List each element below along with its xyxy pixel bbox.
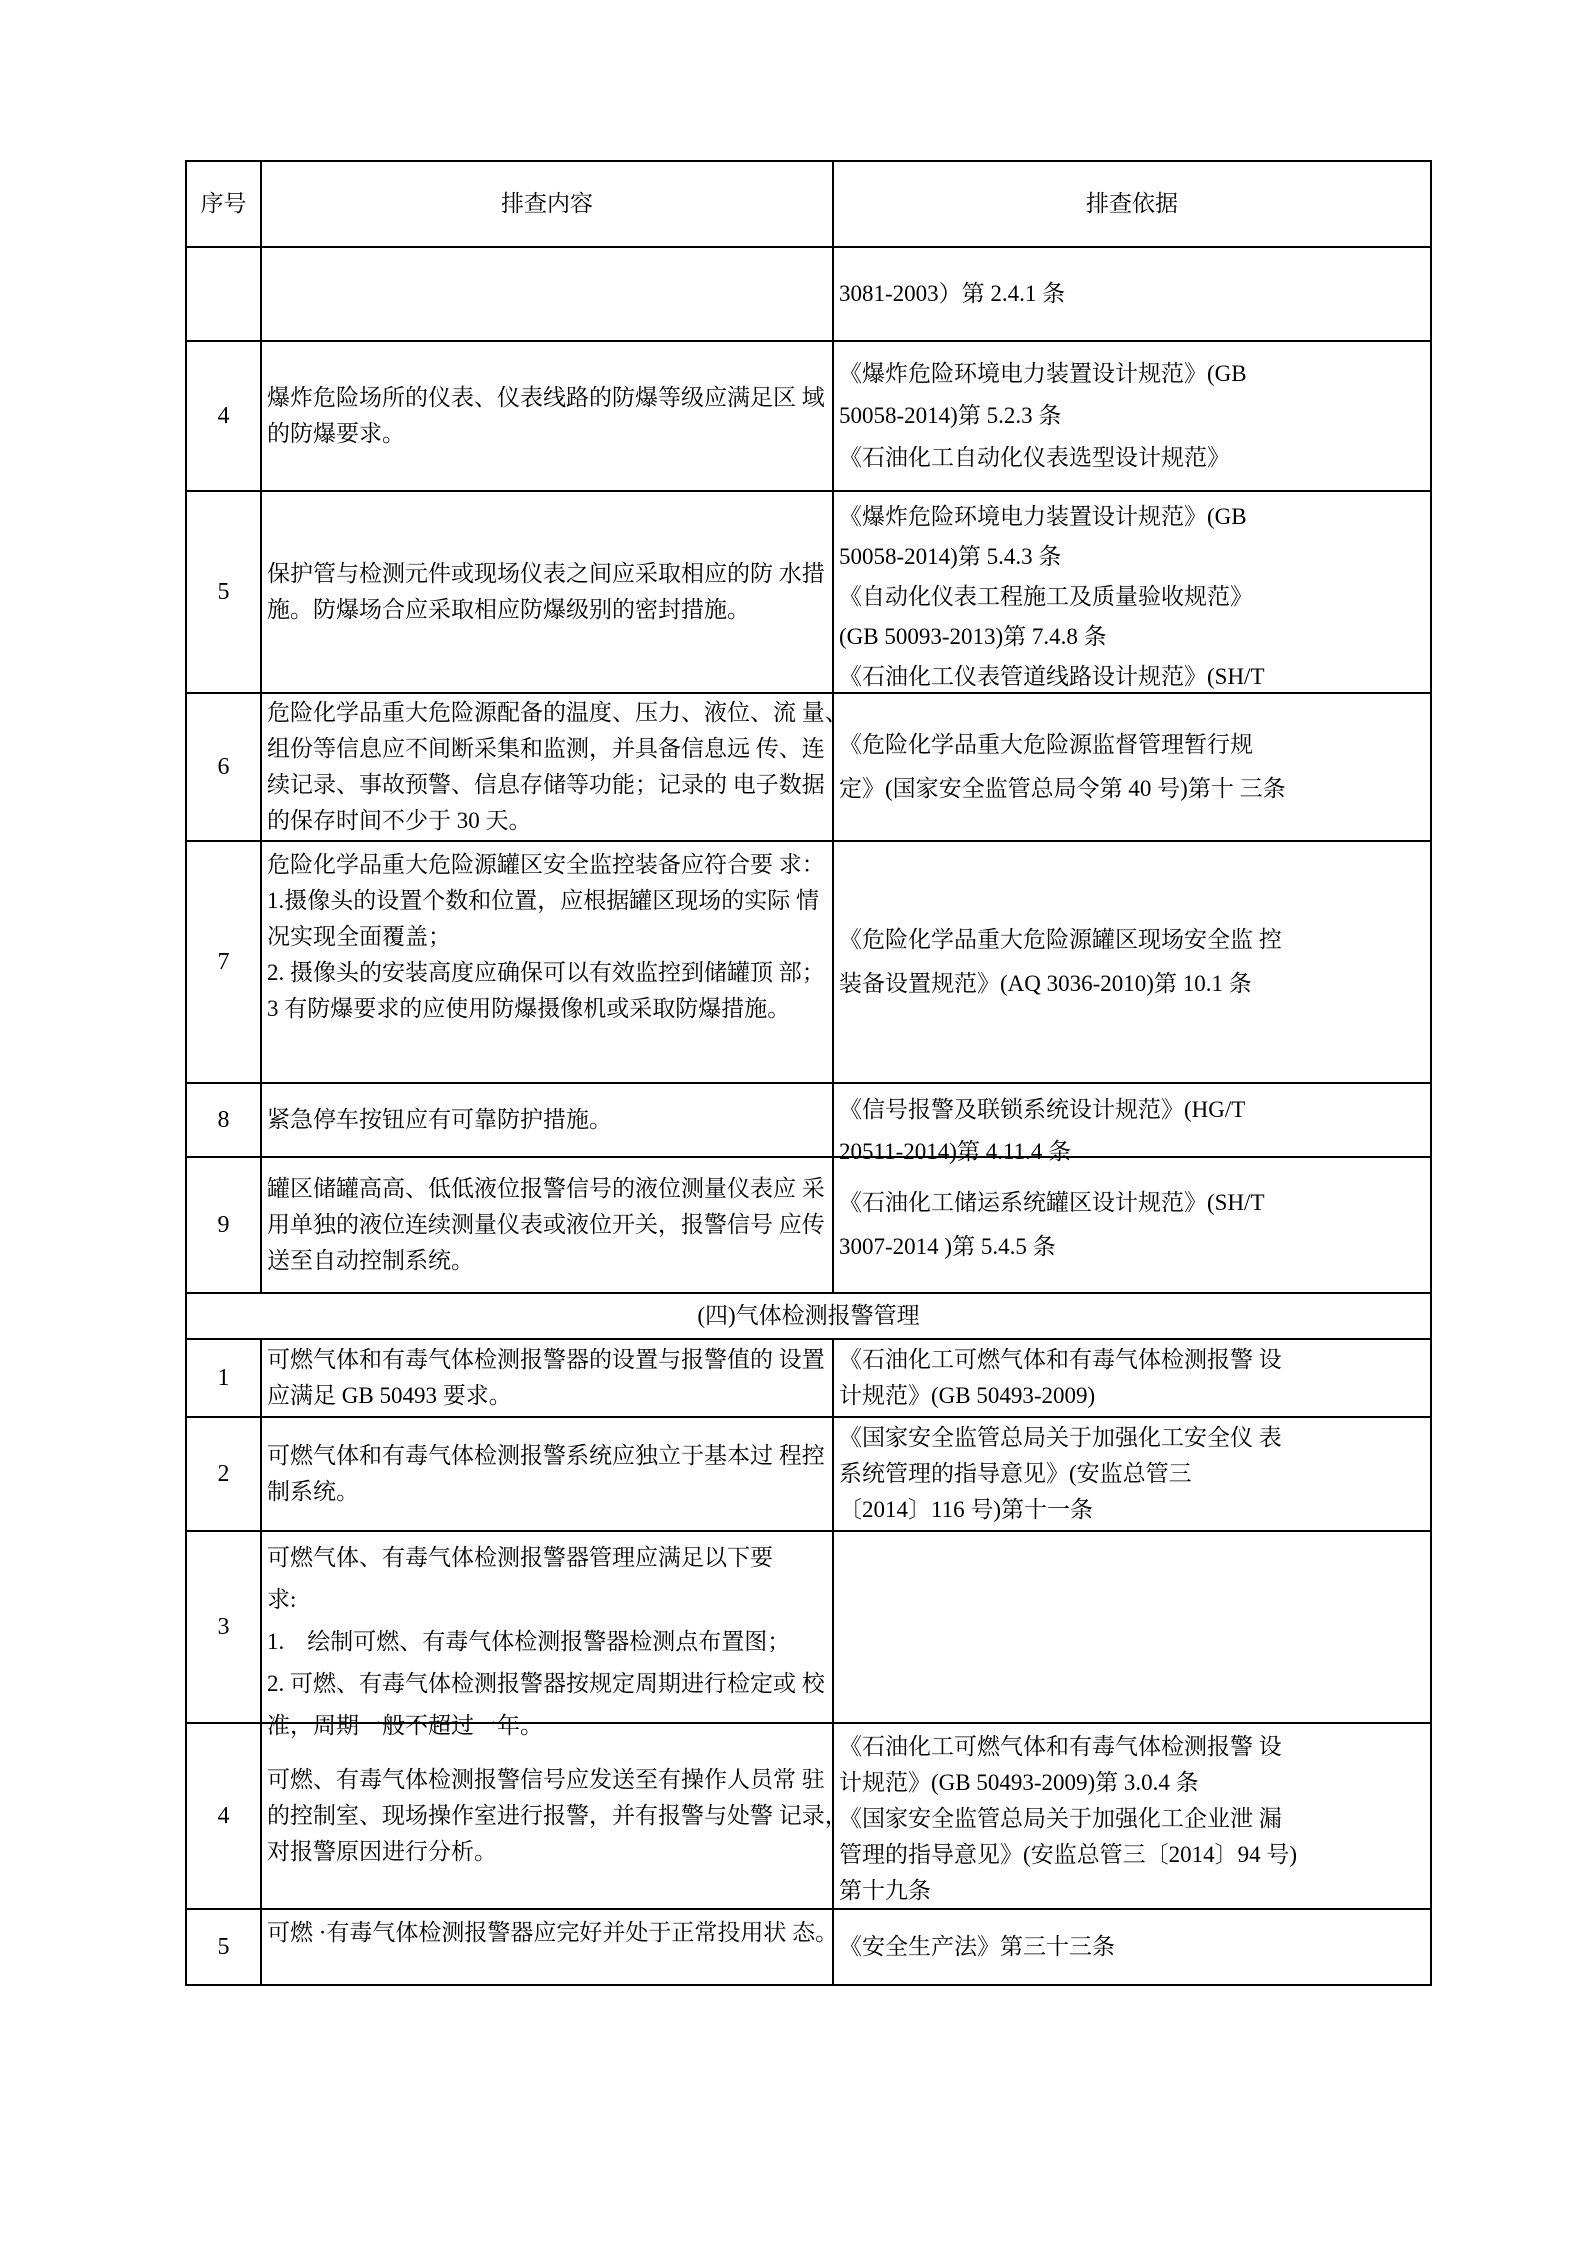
row-number-cell xyxy=(186,693,261,841)
text-line: 《国家安全监管总局关于加强化工安全仪 表 xyxy=(839,1425,1282,1450)
text-line: 组份等信息应不间断采集和监测，并具备信息远 传、连 xyxy=(267,736,825,761)
section-header-row xyxy=(186,1293,1431,1339)
row-number: 7 xyxy=(217,949,230,975)
content-cell xyxy=(261,1339,833,1417)
text-line: 《危险化学品重大危险源罐区现场安全监 控 xyxy=(839,927,1282,952)
text-line: 爆炸危险场所的仪表、仪表线路的防爆等级应满足区 域 xyxy=(267,385,825,410)
content-cell xyxy=(261,1909,839,1985)
text-line: 可燃气体和有毒气体检测报警系统应独立于基本过 程控 xyxy=(267,1443,825,1468)
text-line: 《石油化工仪表管道线路设计规范》(SH/T xyxy=(839,664,1265,689)
text-line: 《安全生产法》第三十三条 xyxy=(839,1934,1115,1959)
text-line: 危险化学品重大危险源罐区安全监控装备应符合要 求： xyxy=(267,852,825,877)
text-line: (GB 50093-2013)第 7.4.8 条 xyxy=(839,624,1107,649)
text-line: 危险化学品重大危险源配备的温度、压力、液位、流 量、 xyxy=(267,700,848,725)
row-number-cell xyxy=(186,341,261,491)
basis-cell xyxy=(833,491,1431,693)
text-line: 可燃 ·有毒气体检测报警器应完好并处于正常投用状 态。 xyxy=(267,1920,839,1945)
row-number: 1 xyxy=(217,1365,230,1391)
row-number-cell xyxy=(186,1531,261,1723)
table-header-row xyxy=(186,161,1431,247)
text-line: 〔2014〕116 号)第十一条 xyxy=(839,1497,1094,1522)
basis-cell xyxy=(833,247,1431,341)
row-number: 6 xyxy=(217,754,230,780)
text-line: 的控制室、现场操作室进行报警，并有报警与处警 记录， xyxy=(267,1803,848,1828)
text-line: 系统管理的指导意见》(安监总管三 xyxy=(839,1461,1192,1486)
text-line: 罐区储罐高高、低低液位报警信号的液位测量仪表应 采 xyxy=(267,1176,825,1201)
row-number: 9 xyxy=(217,1212,230,1238)
content-cell xyxy=(261,341,833,491)
basis-cell xyxy=(833,1417,1431,1531)
table-row xyxy=(186,341,1431,491)
basis-cell xyxy=(833,1723,1431,1909)
content-cell xyxy=(261,247,833,341)
row-number-cell xyxy=(186,841,261,1083)
content-cell xyxy=(261,491,833,693)
header-label-content: 排查内容 xyxy=(501,191,593,216)
header-cell-content xyxy=(261,161,833,247)
text-line: 定》(国家安全监管总局令第 40 号)第十 三条 xyxy=(839,776,1286,801)
basis-cell xyxy=(833,841,1431,1083)
basis-cell xyxy=(833,1083,1431,1164)
table-row xyxy=(186,1157,1431,1293)
text-line: 20511-2014)第 4.11.4 条 xyxy=(839,1139,1072,1164)
text-line: 用单独的液位连续测量仪表或液位开关，报警信号 应传 xyxy=(267,1212,825,1237)
basis-cell xyxy=(833,693,1431,841)
text-line: 《石油化工可燃气体和有毒气体检测报警 设 xyxy=(839,1347,1282,1372)
text-line: 《爆炸危险环境电力装置设计规范》(GB xyxy=(839,361,1247,386)
text-line: 准，周期一般不超过一年。 xyxy=(267,1713,543,1738)
text-line: 3081-2003）第 2.4.1 条 xyxy=(839,281,1066,306)
text-line: 《危险化学品重大危险源监督管理暂行规 xyxy=(839,732,1253,757)
row-number: 5 xyxy=(217,579,230,605)
row-number-cell xyxy=(186,1723,261,1909)
text-line: 1. 绘制可燃、有毒气体检测报警器检测点布置图； xyxy=(267,1629,791,1654)
table-body xyxy=(186,247,1431,1985)
text-line: 送至自动控制系统。 xyxy=(267,1248,474,1273)
content-cell xyxy=(261,693,848,841)
text-line: 50058-2014)第 5.2.3 条 xyxy=(839,403,1062,428)
section-header-label: (四)气体检测报警管理 xyxy=(697,1303,920,1328)
header-cell-basis xyxy=(833,161,1431,247)
table-row xyxy=(186,1417,1431,1531)
basis-cell xyxy=(833,341,1431,491)
content-cell xyxy=(261,1083,833,1157)
text-line: 的保存时间不少于 30 天。 xyxy=(267,808,532,833)
text-line: 施。防爆场合应采取相应防爆级别的密封措施。 xyxy=(267,597,750,622)
table-row xyxy=(186,1339,1431,1417)
text-line: 对报警原因进行分析。 xyxy=(267,1839,497,1864)
row-number-cell xyxy=(186,247,261,341)
text-line: 50058-2014)第 5.4.3 条 xyxy=(839,544,1062,569)
text-line: 况实现全面覆盖； xyxy=(267,924,451,949)
content-cell xyxy=(261,1417,833,1531)
row-number: 5 xyxy=(217,1934,230,1960)
text-line: 2. 摄像头的安装高度应确保可以有效监控到储罐顶 部； xyxy=(267,960,825,985)
basis-cell xyxy=(833,1531,1431,1723)
table-row xyxy=(186,1909,1431,1985)
text-line: 《爆炸危险环境电力装置设计规范》(GB xyxy=(839,504,1247,529)
section-header-cell xyxy=(186,1293,1431,1339)
text-line: 计规范》(GB 50493-2009) xyxy=(839,1383,1096,1408)
content-cell xyxy=(261,1157,833,1293)
row-number-cell xyxy=(186,1909,261,1985)
text-line: 制系统。 xyxy=(267,1479,359,1504)
text-line: 可燃气体和有毒气体检测报警器的设置与报警值的 设置 xyxy=(267,1347,825,1372)
text-line: 装备设置规范》(AQ 3036-2010)第 10.1 条 xyxy=(839,971,1252,996)
row-number: 3 xyxy=(217,1614,230,1640)
text-line: 3 有防爆要求的应使用防爆摄像机或采取防爆措施。 xyxy=(267,996,791,1021)
text-line: 保护管与检测元件或现场仪表之间应采取相应的防 水措 xyxy=(267,561,825,586)
header-label-basis: 排查依据 xyxy=(1086,191,1178,216)
text-line: 续记录、事故预警、信息存储等功能；记录的 电子数据 xyxy=(267,772,825,797)
row-number-cell xyxy=(186,1157,261,1293)
basis-cell xyxy=(833,1339,1431,1417)
row-number-cell xyxy=(186,1339,261,1417)
text-line: 3007-2014 )第 5.4.5 条 xyxy=(839,1234,1056,1259)
text-line: 《石油化工可燃气体和有毒气体检测报警 设 xyxy=(839,1734,1282,1759)
inspection-table xyxy=(185,160,1432,1986)
row-number-cell xyxy=(186,491,261,693)
table-row xyxy=(186,247,1431,341)
text-line: 求: xyxy=(267,1587,297,1612)
row-number-cell xyxy=(186,1083,261,1157)
content-cell xyxy=(261,841,833,1083)
table-row xyxy=(186,1723,1431,1909)
text-line: 《国家安全监管总局关于加强化工企业泄 漏 xyxy=(839,1806,1282,1831)
text-line: 1.摄像头的设置个数和位置，应根据罐区现场的实际 情 xyxy=(267,888,819,913)
text-line: 2. 可燃、有毒气体检测报警器按规定周期进行检定或 校 xyxy=(267,1671,825,1696)
row-number: 4 xyxy=(217,1803,230,1829)
content-cell xyxy=(261,1531,833,1738)
table-row xyxy=(186,1531,1431,1723)
table-row xyxy=(186,693,1431,841)
text-line: 《石油化工储运系统罐区设计规范》(SH/T xyxy=(839,1190,1265,1215)
text-line: 计规范》(GB 50493-2009)第 3.0.4 条 xyxy=(839,1770,1199,1795)
text-line: 第十九条 xyxy=(839,1878,931,1903)
text-line: 可燃、有毒气体检测报警信号应发送至有操作人员常 驻 xyxy=(267,1767,825,1792)
text-line: 应满足 GB 50493 要求。 xyxy=(267,1383,512,1408)
text-line: 《自动化仪表工程施工及质量验收规范》 xyxy=(839,584,1253,609)
row-number: 2 xyxy=(217,1461,230,1487)
table-row xyxy=(186,841,1431,1083)
text-line: 可燃气体、有毒气体检测报警器管理应满足以下要 xyxy=(267,1545,773,1570)
table-row xyxy=(186,1083,1431,1157)
text-line: 《信号报警及联锁系统设计规范》(HG/T xyxy=(839,1097,1246,1122)
text-line: 《石油化工自动化仪表选型设计规范》 xyxy=(839,445,1230,470)
row-number: 4 xyxy=(217,403,230,429)
row-number: 8 xyxy=(217,1107,230,1133)
header-label-number: 序号 xyxy=(200,191,247,216)
text-line: 的防爆要求。 xyxy=(267,421,405,446)
text-line: 紧急停车按钮应有可靠防护措施。 xyxy=(267,1107,612,1132)
header-cell-number xyxy=(186,161,261,247)
basis-cell xyxy=(833,1157,1431,1293)
content-cell xyxy=(261,1723,848,1909)
text-line: 管理的指导意见》(安监总管三〔2014〕94 号) xyxy=(839,1842,1298,1867)
table-row xyxy=(186,491,1431,693)
basis-cell xyxy=(833,1909,1431,1985)
row-number-cell xyxy=(186,1417,261,1531)
